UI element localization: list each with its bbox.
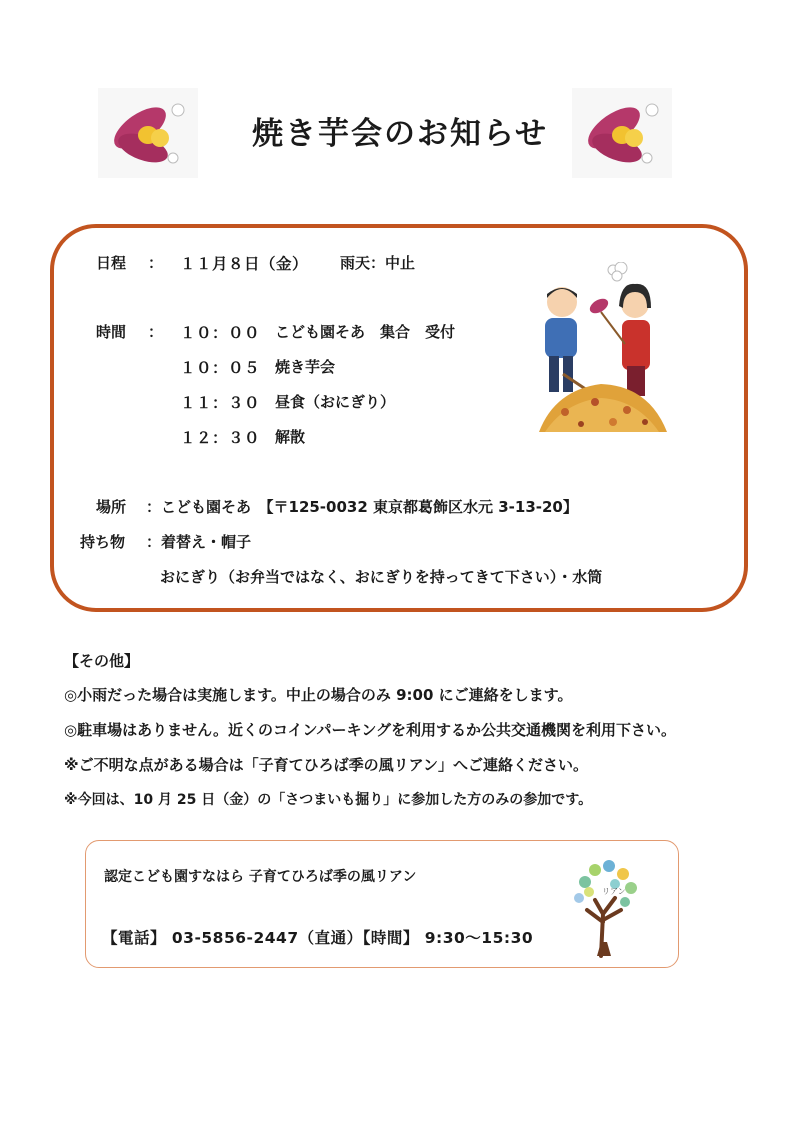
schedule-event: 昼食（おにぎり） bbox=[275, 393, 396, 411]
page-title: 焼き芋会のお知らせ bbox=[251, 116, 549, 152]
items-value: ：着替え・帽子 bbox=[146, 533, 252, 551]
date-value: １１月８日（金） bbox=[180, 255, 309, 273]
schedule-event: 解散 bbox=[275, 428, 306, 446]
leaf-pile-children-illustration bbox=[535, 262, 670, 442]
place-label: 場所 bbox=[96, 498, 127, 516]
schedule-time: １０：０５ bbox=[180, 359, 261, 377]
place-value: ：こども園そあ 【〒125-0032 東京都葛飾区水元 3-13-20】 bbox=[146, 498, 578, 516]
schedule-time: １２：３０ bbox=[180, 429, 261, 447]
note-item: ◎駐車場はありません。近くのコインパーキングを利用するか公共交通機関を利用下さい。 bbox=[64, 721, 677, 739]
items-label: 持ち物 bbox=[80, 533, 126, 551]
time-sep: ： bbox=[148, 323, 164, 341]
items-value-line2: おにぎり（お弁当ではなく、おにぎりを持ってきて下さい）・水筒 bbox=[160, 568, 603, 586]
date-sep: ： bbox=[148, 254, 164, 272]
schedule-time: １０：００ bbox=[180, 324, 261, 342]
date-label: 日程 bbox=[96, 254, 127, 272]
contact-line: 【電話】 03-5856-2447（直通）【時間】 9:30～15:30 bbox=[102, 929, 534, 947]
time-label: 時間 bbox=[96, 323, 127, 341]
schedule-time: １１：３０ bbox=[180, 394, 261, 412]
note-item: ◎小雨だった場合は実施します。中止の場合のみ 9:00 にご連絡をします。 bbox=[64, 686, 573, 704]
other-heading: 【その他】 bbox=[64, 652, 140, 670]
sweet-potato-illustration-left bbox=[98, 88, 198, 178]
note-item: ※ご不明な点がある場合は「子育てひろば季の風リアン」へご連絡ください。 bbox=[64, 756, 588, 774]
logo-text: リアン bbox=[602, 887, 626, 896]
org-name: 認定こども園すなはら 子育てひろば季の風リアン bbox=[104, 869, 417, 885]
note-item: ※今回は、10 月 25 日（金）の「さつまいも掘り」に参加した方のみの参加です。 bbox=[64, 792, 593, 808]
schedule-event: 焼き芋会 bbox=[275, 358, 336, 376]
tree-logo bbox=[565, 852, 645, 960]
schedule-event: こども園そあ 集合 受付 bbox=[275, 323, 456, 341]
rain-note: 雨天：中止 bbox=[340, 254, 416, 272]
